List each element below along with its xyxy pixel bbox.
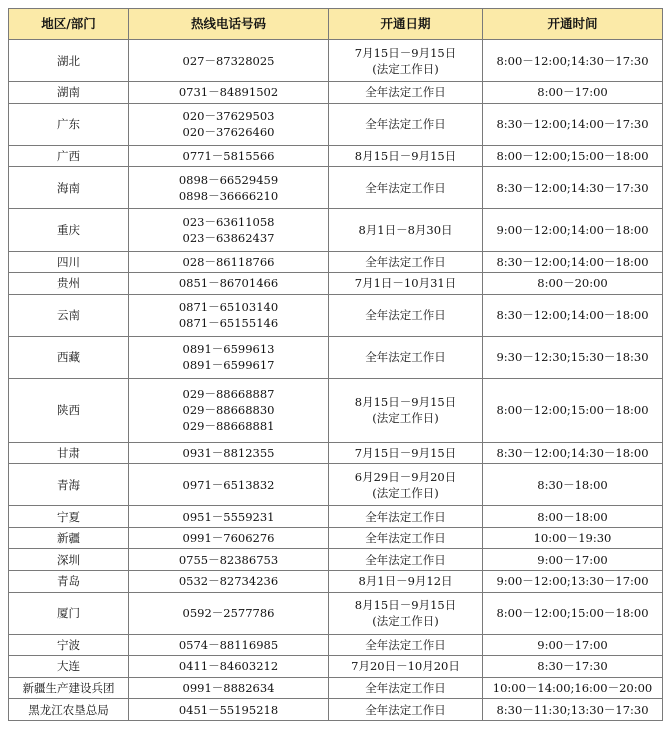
region-cell: 青岛 <box>9 570 129 592</box>
phone-number: 029－88668881 <box>182 419 275 434</box>
date-range: 8月15日－9月15日 <box>354 598 457 613</box>
table-row <box>9 294 663 336</box>
date-range: 7月20日－10月20日 <box>351 659 460 674</box>
dates-cell <box>329 442 483 464</box>
phone-cell <box>129 273 329 295</box>
phone-number: 0592－2577786 <box>182 606 275 621</box>
table-row <box>9 634 663 656</box>
hours-cell: 9:00－12:00;14:00－18:00 <box>483 209 663 251</box>
phone-number: 0891－6599617 <box>182 358 275 373</box>
hours-cell: 8:30－12:00;14:30－18:00 <box>483 442 663 464</box>
phone-number: 029－88668830 <box>182 403 275 418</box>
table-row <box>9 527 663 549</box>
table-row <box>9 592 663 634</box>
dates-cell <box>329 378 483 442</box>
phone-cell <box>129 699 329 721</box>
table-row <box>9 506 663 528</box>
hours-cell: 9:00－17:00 <box>483 634 663 656</box>
region-cell: 云南 <box>9 294 129 336</box>
phone-number: 023－63611058 <box>182 215 275 229</box>
phone-number: 0574－88116985 <box>178 637 279 652</box>
dates-cell <box>329 634 483 656</box>
dates-cell <box>329 549 483 571</box>
date-range: 全年法定工作日 <box>365 552 446 567</box>
phone-number: 0755－82386753 <box>178 552 279 567</box>
dates-cell <box>329 145 483 167</box>
hours-cell: 8:00－17:00 <box>483 82 663 104</box>
phone-cell <box>129 294 329 336</box>
phone-cell <box>129 506 329 528</box>
hours-cell: 10:00－14:00;16:00－20:00 <box>483 677 663 699</box>
hours-cell: 8:00－12:00;15:00－18:00 <box>483 592 663 634</box>
region-cell: 四川 <box>9 251 129 273</box>
date-range: (法定工作日) <box>372 614 439 629</box>
table-row <box>9 464 663 506</box>
dates-cell <box>329 336 483 378</box>
date-range: 8月1日－9月12日 <box>358 574 453 589</box>
hours-cell: 8:00－12:00;14:30－17:30 <box>483 40 663 82</box>
table-row <box>9 167 663 209</box>
dates-cell <box>329 464 483 506</box>
hours-cell: 8:00－12:00;15:00－18:00 <box>483 378 663 442</box>
hours-cell: 10:00－19:30 <box>483 527 663 549</box>
dates-cell <box>329 527 483 549</box>
date-range: 全年法定工作日 <box>365 681 446 696</box>
phone-cell <box>129 656 329 678</box>
phone-number: 0971－6513832 <box>182 477 275 492</box>
phone-cell <box>129 634 329 656</box>
dates-cell <box>329 699 483 721</box>
dates-cell <box>329 656 483 678</box>
dates-cell <box>329 167 483 209</box>
region-cell: 重庆 <box>9 209 129 251</box>
header-hours: 开通时间 <box>483 9 663 40</box>
phone-cell <box>129 251 329 273</box>
date-range: 全年法定工作日 <box>365 180 446 195</box>
table-row <box>9 336 663 378</box>
date-range: (法定工作日) <box>372 411 439 426</box>
header-region: 地区/部门 <box>9 9 129 40</box>
hours-cell: 8:30－11:30;13:30－17:30 <box>483 699 663 721</box>
phone-number: 0931－8812355 <box>182 445 275 460</box>
phone-number: 0771－5815566 <box>182 149 275 164</box>
dates-cell <box>329 273 483 295</box>
phone-cell <box>129 527 329 549</box>
date-range: 7月15日－9月15日 <box>354 445 457 460</box>
phone-cell <box>129 209 329 251</box>
region-cell: 宁波 <box>9 634 129 656</box>
phone-number: 020－37629503 <box>182 109 275 124</box>
table-row <box>9 378 663 442</box>
phone-cell <box>129 336 329 378</box>
region-cell: 贵州 <box>9 273 129 295</box>
date-range: 全年法定工作日 <box>365 308 446 323</box>
hours-cell: 8:30－18:00 <box>483 464 663 506</box>
dates-cell <box>329 677 483 699</box>
region-cell: 新疆生产建设兵团 <box>9 677 129 699</box>
header-dates: 开通日期 <box>329 9 483 40</box>
hours-cell: 9:00－17:00 <box>483 549 663 571</box>
region-cell: 大连 <box>9 656 129 678</box>
date-range: 8月1日－8月30日 <box>358 223 453 237</box>
hours-cell: 8:30－12:00;14:00－17:30 <box>483 103 663 145</box>
phone-cell <box>129 677 329 699</box>
phone-number: 0532－82734236 <box>178 574 279 589</box>
phone-number: 0991－8882634 <box>182 681 275 696</box>
header-row <box>9 9 663 40</box>
table-row <box>9 570 663 592</box>
region-cell: 黑龙江农垦总局 <box>9 699 129 721</box>
phone-number: 0951－5559231 <box>182 509 275 524</box>
hours-cell: 9:00－12:00;13:30－17:00 <box>483 570 663 592</box>
phone-number: 0898－36666210 <box>178 188 279 203</box>
dates-cell <box>329 82 483 104</box>
hours-cell: 8:30－12:00;14:00－18:00 <box>483 294 663 336</box>
dates-cell <box>329 209 483 251</box>
hours-cell: 8:30－12:00;14:30－17:30 <box>483 167 663 209</box>
hours-cell: 8:00－18:00 <box>483 506 663 528</box>
date-range: 8月15日－9月15日 <box>354 149 457 164</box>
phone-number: 0871－65103140 <box>178 300 279 315</box>
hours-cell: 8:00－20:00 <box>483 273 663 295</box>
table-row <box>9 40 663 82</box>
date-range: 6月29日－9月20日 <box>354 469 457 484</box>
table-row <box>9 103 663 145</box>
region-cell: 新疆 <box>9 527 129 549</box>
phone-number: 023－63862437 <box>182 231 275 245</box>
date-range: 全年法定工作日 <box>365 254 446 269</box>
table-row <box>9 677 663 699</box>
region-cell: 宁夏 <box>9 506 129 528</box>
phone-number: 0451－55195218 <box>178 702 279 717</box>
phone-number: 027－87328025 <box>182 53 275 68</box>
hours-cell: 8:30－12:00;14:00－18:00 <box>483 251 663 273</box>
dates-cell <box>329 506 483 528</box>
header-phone: 热线电话号码 <box>129 9 329 40</box>
hours-cell: 9:30－12:30;15:30－18:30 <box>483 336 663 378</box>
table-row <box>9 273 663 295</box>
phone-cell <box>129 145 329 167</box>
date-range: 全年法定工作日 <box>365 85 446 100</box>
dates-cell <box>329 294 483 336</box>
region-cell: 广东 <box>9 103 129 145</box>
phone-number: 0898－66529459 <box>178 172 279 187</box>
table-row <box>9 699 663 721</box>
region-cell: 厦门 <box>9 592 129 634</box>
phone-number: 020－37626460 <box>182 125 275 140</box>
phone-number: 0991－7606276 <box>182 531 275 546</box>
hours-cell: 8:00－12:00;15:00－18:00 <box>483 145 663 167</box>
table-row <box>9 251 663 273</box>
date-range: 全年法定工作日 <box>365 350 446 365</box>
phone-number: 0891－6599613 <box>182 342 275 357</box>
region-cell: 甘肃 <box>9 442 129 464</box>
phone-cell <box>129 40 329 82</box>
date-range: (法定工作日) <box>372 61 439 76</box>
table-row <box>9 442 663 464</box>
dates-cell <box>329 592 483 634</box>
phone-number: 028－86118766 <box>182 254 275 269</box>
region-cell: 海南 <box>9 167 129 209</box>
phone-number: 0731－84891502 <box>178 85 279 100</box>
phone-cell <box>129 378 329 442</box>
hotline-table <box>8 8 663 721</box>
region-cell: 青海 <box>9 464 129 506</box>
region-cell: 西藏 <box>9 336 129 378</box>
dates-cell <box>329 103 483 145</box>
table-row <box>9 549 663 571</box>
phone-number: 029－88668887 <box>182 387 275 402</box>
phone-number: 0411－84603212 <box>178 659 279 674</box>
date-range: (法定工作日) <box>372 485 439 500</box>
region-cell: 广西 <box>9 145 129 167</box>
phone-cell <box>129 82 329 104</box>
phone-cell <box>129 103 329 145</box>
region-cell: 湖北 <box>9 40 129 82</box>
date-range: 7月15日－9月15日 <box>354 45 457 60</box>
phone-cell <box>129 167 329 209</box>
dates-cell <box>329 40 483 82</box>
phone-cell <box>129 570 329 592</box>
phone-cell <box>129 464 329 506</box>
region-cell: 湖南 <box>9 82 129 104</box>
phone-cell <box>129 442 329 464</box>
table-row <box>9 82 663 104</box>
phone-cell <box>129 549 329 571</box>
dates-cell <box>329 251 483 273</box>
date-range: 全年法定工作日 <box>365 509 446 524</box>
date-range: 全年法定工作日 <box>365 117 446 132</box>
dates-cell <box>329 570 483 592</box>
date-range: 8月15日－9月15日 <box>354 395 457 410</box>
phone-number: 0851－86701466 <box>178 276 279 291</box>
date-range: 全年法定工作日 <box>365 702 446 717</box>
phone-number: 0871－65155146 <box>178 316 279 331</box>
region-cell: 深圳 <box>9 549 129 571</box>
date-range: 全年法定工作日 <box>365 637 446 652</box>
table-row <box>9 656 663 678</box>
hours-cell: 8:30－17:30 <box>483 656 663 678</box>
date-range: 全年法定工作日 <box>365 531 446 546</box>
phone-cell <box>129 592 329 634</box>
table-row <box>9 145 663 167</box>
region-cell: 陕西 <box>9 378 129 442</box>
table-row <box>9 209 663 251</box>
date-range: 7月1日－10月31日 <box>354 276 457 291</box>
